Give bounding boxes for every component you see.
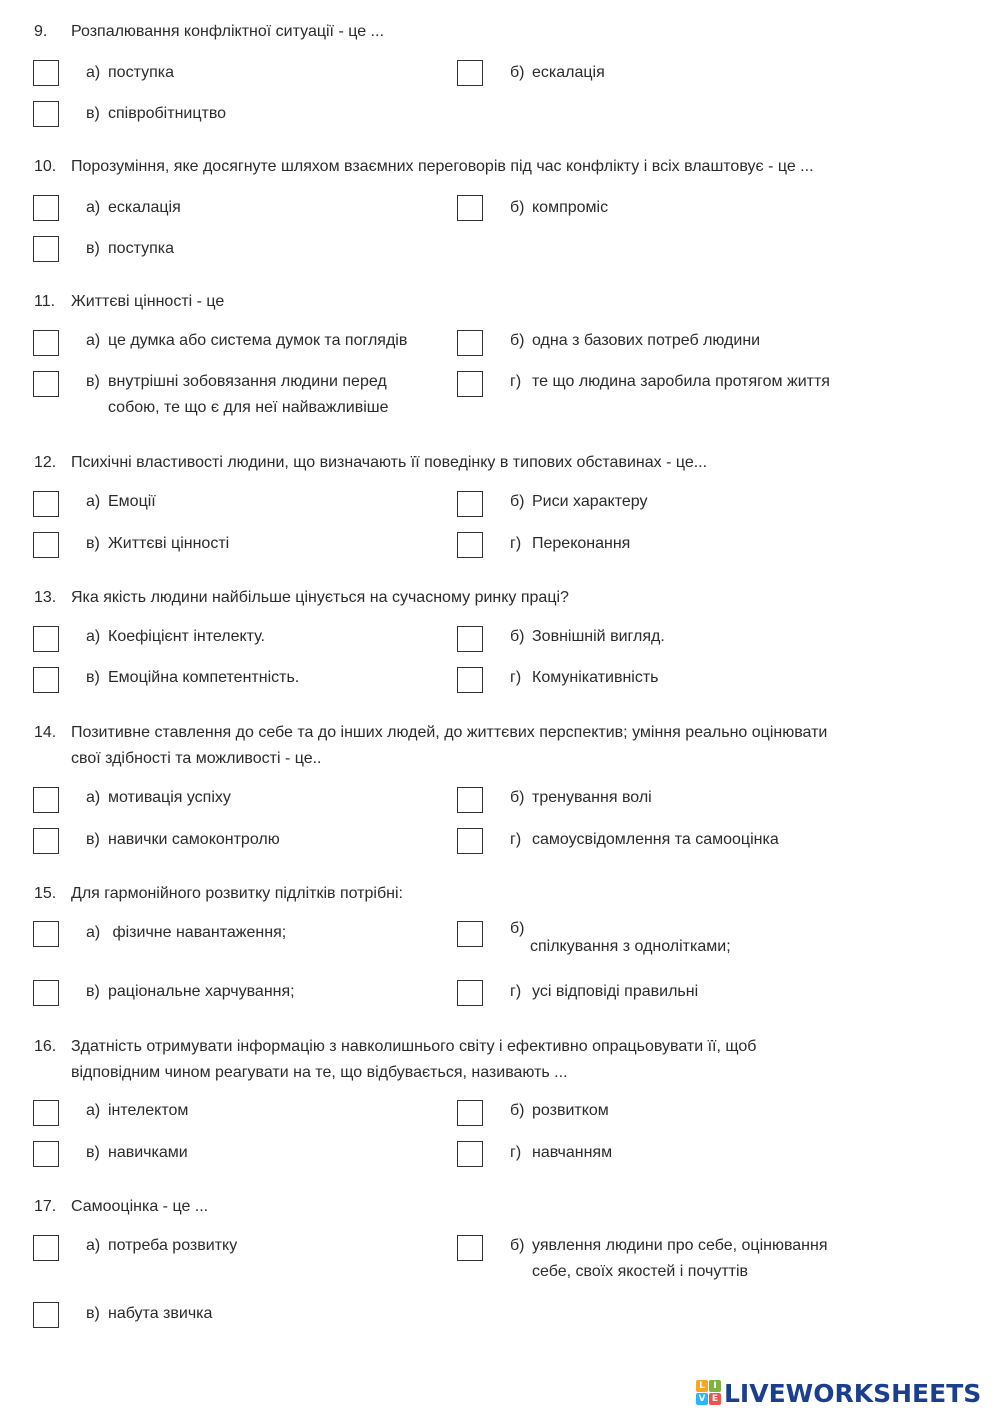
answer-checkbox-13a[interactable] — [33, 626, 59, 652]
question-12 — [34, 450, 934, 476]
option-16d: г) навчанням — [510, 1144, 613, 1161]
answer-checkbox-16a[interactable] — [33, 1100, 59, 1126]
question-15 — [34, 881, 934, 907]
question-text: Яка якість людини найбільше цінується на сучасному ринку праці? — [71, 589, 569, 606]
answer-checkbox-14d[interactable] — [457, 828, 483, 854]
question-text: Самооцінка - це ... — [71, 1198, 209, 1215]
question-text: Життєві цінності - це — [71, 293, 225, 310]
option-13c: в) Емоційна компетентність. — [86, 669, 300, 686]
option-9c: в) співробітництво — [86, 105, 227, 122]
option-17c: в) набута звичка — [86, 1305, 213, 1322]
option-10c: в) поступка — [86, 240, 174, 257]
answer-checkbox-16c[interactable] — [33, 1141, 59, 1167]
option-9b: б) ескалація — [510, 64, 605, 81]
option-15d: г) усі відповіді правильні — [510, 983, 699, 1000]
liveworksheets-logo — [696, 1378, 981, 1408]
answer-checkbox-12c[interactable] — [33, 532, 59, 558]
question-number: 12. — [34, 454, 57, 471]
answer-checkbox-14b[interactable] — [457, 787, 483, 813]
answer-checkbox-13b[interactable] — [457, 626, 483, 652]
answer-checkbox-10b[interactable] — [457, 195, 483, 221]
option-15a: а) фізичне навантаження; — [86, 924, 287, 941]
answer-checkbox-12d[interactable] — [457, 532, 483, 558]
question-number: 10. — [34, 158, 57, 175]
option-14d: г) самоусвідомлення та самооцінка — [510, 831, 779, 848]
answer-checkbox-14c[interactable] — [33, 828, 59, 854]
question-text: Порозуміння, яке досягнуте шляхом взаємних переговорів під час конфлікту і всіх влаштовує - це ... — [71, 158, 814, 175]
option-9a: а) поступка — [86, 64, 174, 81]
question-number: 17. — [34, 1198, 57, 1215]
option-12d: г) Переконання — [510, 535, 631, 552]
answer-checkbox-17a[interactable] — [33, 1235, 59, 1261]
question-text: Для гармонійного розвитку підлітків потрібні: — [71, 885, 403, 902]
answer-checkbox-13d[interactable] — [457, 667, 483, 693]
answer-checkbox-15b[interactable] — [457, 921, 483, 947]
answer-checkbox-17b[interactable] — [457, 1235, 483, 1261]
question-11 — [34, 289, 934, 315]
answer-checkbox-12b[interactable] — [457, 491, 483, 517]
option-13a: а) Коефіцієнт інтелекту. — [86, 628, 265, 645]
question-10 — [34, 154, 934, 180]
option-13d: г) Комунікативність — [510, 669, 659, 686]
question-number: 11. — [34, 293, 56, 310]
option-17a: а) потреба розвитку — [86, 1237, 238, 1254]
answer-checkbox-11d[interactable] — [457, 371, 483, 397]
option-11b: б) одна з базових потреб людини — [510, 332, 761, 349]
answer-checkbox-10a[interactable] — [33, 195, 59, 221]
question-9 — [34, 19, 934, 45]
question-13 — [34, 585, 934, 611]
question-14 — [34, 720, 934, 772]
option-12c: в) Життєві цінності — [86, 535, 230, 552]
answer-checkbox-12a[interactable] — [33, 491, 59, 517]
answer-checkbox-9a[interactable] — [33, 60, 59, 86]
question-number: 16. — [34, 1038, 57, 1055]
option-16b: б) розвитком — [510, 1102, 609, 1119]
option-14b: б) тренування волі — [510, 789, 652, 806]
option-15b: б) спілкування з однолітками; — [510, 920, 731, 955]
question-number: 14. — [34, 724, 57, 741]
option-14c: в) навички самоконтролю — [86, 831, 280, 848]
answer-checkbox-15d[interactable] — [457, 980, 483, 1006]
option-12b: б) Риси характеру — [510, 493, 648, 510]
liveworksheets-logo-icon: L I V E — [696, 1380, 722, 1406]
option-15c: в) раціональне харчування; — [86, 983, 295, 1000]
option-11d: г) те що людина заробила протягом життя — [510, 373, 830, 390]
answer-checkbox-11c[interactable] — [33, 371, 59, 397]
option-16a: а) інтелектом — [86, 1102, 189, 1119]
answer-checkbox-15c[interactable] — [33, 980, 59, 1006]
logo-text: LIVEWORKSHEETS — [724, 1378, 982, 1408]
answer-checkbox-10c[interactable] — [33, 236, 59, 262]
option-14a: а) мотивація успіху — [86, 789, 231, 806]
answer-checkbox-16d[interactable] — [457, 1141, 483, 1167]
answer-checkbox-17c[interactable] — [33, 1302, 59, 1328]
question-number: 9. — [34, 23, 48, 40]
option-17b: б) уявлення людини про себе, оцінювання себе, своїх якостей і почуттів — [510, 1237, 828, 1280]
option-11c: в) внутрішні зобовязання людини перед собою, те що є для неї найважливіше — [86, 373, 389, 416]
question-text-continued: відповідним чином реагувати на те, що відбувається, називають ... — [71, 1064, 568, 1081]
answer-checkbox-9c[interactable] — [33, 101, 59, 127]
question-text-continued: свої здібності та можливості - це.. — [71, 750, 322, 767]
question-17 — [34, 1194, 934, 1220]
question-text: Розпалювання конфліктної ситуації - це ... — [71, 23, 384, 40]
question-number: 15. — [34, 885, 57, 902]
question-16 — [34, 1034, 934, 1086]
option-13b: б) Зовнішній вигляд. — [510, 628, 665, 645]
answer-checkbox-16b[interactable] — [457, 1100, 483, 1126]
question-text: Здатність отримувати інформацію з навколишнього світу і ефективно опрацьовувати її, щоб — [71, 1038, 757, 1055]
option-12a: а) Емоції — [86, 493, 156, 510]
answer-checkbox-14a[interactable] — [33, 787, 59, 813]
answer-checkbox-13c[interactable] — [33, 667, 59, 693]
answer-checkbox-9b[interactable] — [457, 60, 483, 86]
answer-checkbox-11b[interactable] — [457, 330, 483, 356]
option-10a: а) ескалація — [86, 199, 181, 216]
question-number: 13. — [34, 589, 57, 606]
question-text: Позитивне ставлення до себе та до інших людей, до життєвих перспектив; уміння реально оцінювати — [71, 724, 828, 741]
question-text: Психічні властивості людини, що визначають її поведінку в типових обставинах - це... — [71, 454, 708, 471]
answer-checkbox-11a[interactable] — [33, 330, 59, 356]
option-16c: в) навичками — [86, 1144, 188, 1161]
answer-checkbox-15a[interactable] — [33, 921, 59, 947]
option-11a: а) це думка або система думок та поглядів — [86, 332, 408, 349]
option-10b: б) компроміс — [510, 199, 609, 216]
